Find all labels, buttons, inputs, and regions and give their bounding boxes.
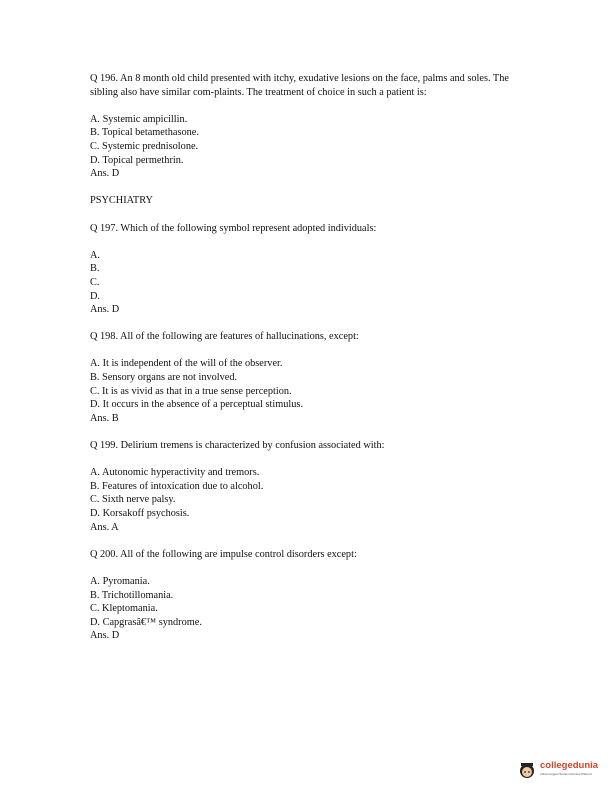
question-200-options: [90, 575, 520, 643]
question-196-text: Q 196. An 8 month old child presented with itchy, exudative lesions on the face, palms and soles. The sibling also have similar com-plaints. The treatment of choice in such a patient is:: [90, 73, 509, 98]
question-197-option-b: B.: [90, 263, 100, 275]
question-197-option-c: C.: [90, 276, 100, 288]
question-200-option-d: D. Capgrasâ€™ syndrome.: [90, 616, 202, 628]
question-196-option-b: B. Topical betamethasone.: [90, 127, 199, 139]
question-197-option-d: D.: [90, 290, 101, 302]
question-197-answer: Ans. D: [90, 304, 120, 316]
question-196-option-d: D. Topical permethrin.: [90, 154, 184, 166]
question-196-answer: Ans. D: [90, 168, 120, 180]
question-199-option-d: D. Korsakoff psychosis.: [90, 508, 190, 519]
question-198-options: [90, 357, 520, 425]
question-199-option-a: A. Autonomic hyperactivity and tremors.: [90, 467, 260, 479]
question-197-options: [90, 249, 520, 317]
question-200-option-a: A. Pyromania.: [90, 575, 150, 587]
question-199-option-b: B. Features of intoxication due to alcohol.: [90, 480, 264, 492]
question-196-options: [90, 113, 520, 181]
question-196-option-a: A. Systemic ampicillin.: [90, 113, 188, 125]
collegedunia-logo[interactable]: [518, 758, 598, 784]
document-body: [90, 72, 520, 643]
question-200-text: Q 200. All of the following are impulse control disorders except:: [90, 548, 357, 560]
question-196-option-c: C. Systemic prednisolone.: [90, 140, 199, 152]
question-200-option-c: C. Kleptomania.: [90, 603, 158, 615]
section-title: PSYCHIATRY: [90, 195, 153, 207]
question-199-options: [90, 466, 520, 534]
brand-tagline: India's largest Student Review Platform: [540, 772, 593, 776]
question-198-option-d: D. It occurs in the absence of a perceptual stimulus.: [90, 399, 304, 411]
question-198-option-a: A. It is independent of the will of the observer.: [90, 358, 283, 370]
question-199-answer: Ans. A: [90, 521, 119, 533]
question-199-option-c: C. Sixth nerve palsy.: [90, 494, 176, 506]
question-197-text: Q 197. Which of the following symbol represent adopted individuals:: [90, 222, 377, 234]
question-198-answer: Ans. B: [90, 412, 119, 424]
question-199-text: Q 199. Delirium tremens is characterized by confusion associated with:: [90, 440, 385, 452]
question-198-option-b: B. Sensory organs are not involved.: [90, 372, 238, 384]
question-198-text: Q 198. All of the following are features of hallucinations, except:: [90, 331, 359, 343]
mascot-icon: [518, 760, 536, 780]
question-200-answer: Ans. D: [90, 630, 120, 642]
question-198-option-c: C. It is as vivid as that in a true sense perception.: [90, 385, 292, 397]
question-197-option-a: A.: [90, 249, 101, 261]
question-200-option-b: B. Trichotillomania.: [90, 589, 174, 601]
brand-name: collegedunia: [540, 760, 599, 771]
